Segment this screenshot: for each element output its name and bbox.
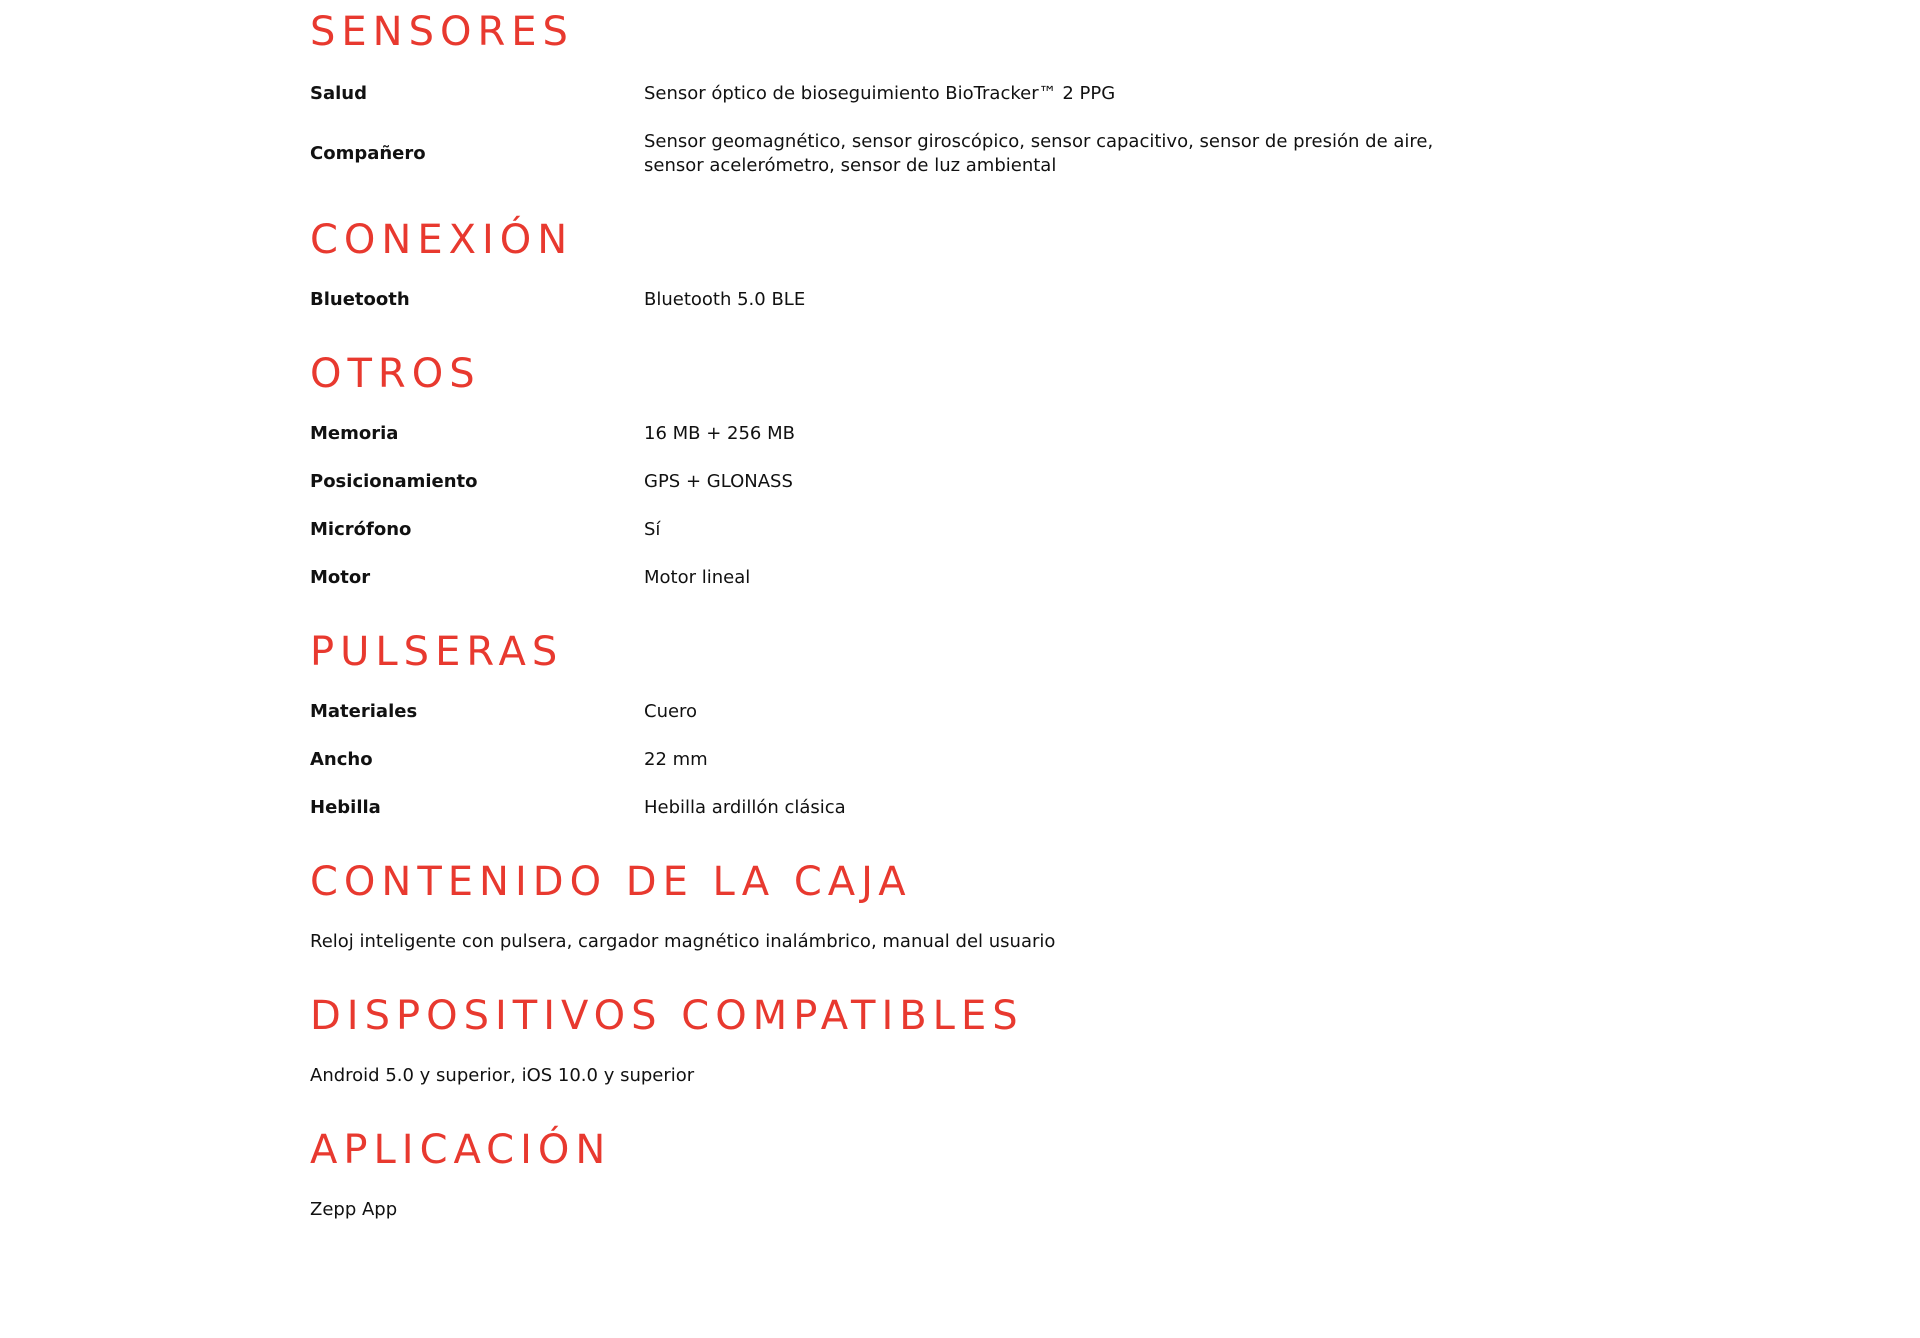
spec-row-materiales bbox=[310, 700, 1470, 724]
section-title: OTROS bbox=[310, 351, 481, 397]
box-contents-text: Reloj inteligente con pulsera, cargador magnético inalámbrico, manual del usuario bbox=[310, 931, 1056, 952]
section-title: APLICACIÓN bbox=[310, 1127, 612, 1173]
spec-row-posicionamiento bbox=[310, 470, 1470, 494]
section-conexion bbox=[310, 202, 1470, 312]
spec-value: Sensor óptico de bioseguimiento BioTracker™ 2 PPG bbox=[644, 83, 1116, 104]
spec-row-companero bbox=[310, 130, 1470, 178]
spec-row-salud bbox=[310, 82, 1470, 106]
spec-rows bbox=[310, 422, 1470, 590]
spec-value: 16 MB + 256 MB bbox=[644, 423, 795, 444]
spec-value: Cuero bbox=[644, 701, 698, 722]
spec-row-microfono bbox=[310, 518, 1470, 542]
spec-value: Sí bbox=[644, 519, 661, 540]
spec-label: Salud bbox=[310, 83, 367, 104]
spec-row-hebilla bbox=[310, 796, 1470, 820]
spec-row-memoria bbox=[310, 422, 1470, 446]
section-pulseras bbox=[310, 614, 1470, 820]
specs-container bbox=[310, 0, 1470, 1222]
spec-value: 22 mm bbox=[644, 749, 708, 770]
spec-label: Compañero bbox=[310, 143, 426, 164]
spec-value: Sensor geomagnético, sensor giroscópico, sensor capacitivo, sensor de presión de aire, sensor acelerómetro, sensor de luz ambiental bbox=[644, 131, 1434, 176]
section-otros bbox=[310, 336, 1470, 590]
spec-value: GPS + GLONASS bbox=[644, 471, 793, 492]
section-title: CONEXIÓN bbox=[310, 217, 574, 263]
spec-rows bbox=[310, 288, 1470, 312]
spec-value: Bluetooth 5.0 BLE bbox=[644, 289, 806, 310]
section-title: CONTENIDO DE LA CAJA bbox=[310, 859, 912, 905]
spec-label: Ancho bbox=[310, 749, 373, 770]
spec-label: Hebilla bbox=[310, 797, 381, 818]
spec-row-motor bbox=[310, 566, 1470, 590]
spec-label: Micrófono bbox=[310, 519, 412, 540]
compatible-devices-text: Android 5.0 y superior, iOS 10.0 y superior bbox=[310, 1065, 695, 1086]
app-text: Zepp App bbox=[310, 1199, 398, 1220]
spec-label: Bluetooth bbox=[310, 289, 410, 310]
spec-label: Motor bbox=[310, 567, 371, 588]
spec-label: Posicionamiento bbox=[310, 471, 478, 492]
spec-label: Memoria bbox=[310, 423, 399, 444]
section-title: DISPOSITIVOS COMPATIBLES bbox=[310, 993, 1024, 1039]
spec-row-ancho bbox=[310, 748, 1470, 772]
spec-rows bbox=[310, 700, 1470, 820]
spec-value: Hebilla ardillón clásica bbox=[644, 797, 846, 818]
section-sensores bbox=[310, 0, 1470, 178]
section-dispositivos-compatibles bbox=[310, 954, 1470, 1088]
section-title: PULSERAS bbox=[310, 629, 564, 675]
spec-label: Materiales bbox=[310, 701, 418, 722]
spec-row-bluetooth bbox=[310, 288, 1470, 312]
section-aplicacion bbox=[310, 1088, 1470, 1222]
section-contenido-caja bbox=[310, 844, 1470, 954]
spec-rows bbox=[310, 82, 1470, 178]
spec-value: Motor lineal bbox=[644, 567, 751, 588]
section-title: SENSORES bbox=[310, 9, 574, 55]
